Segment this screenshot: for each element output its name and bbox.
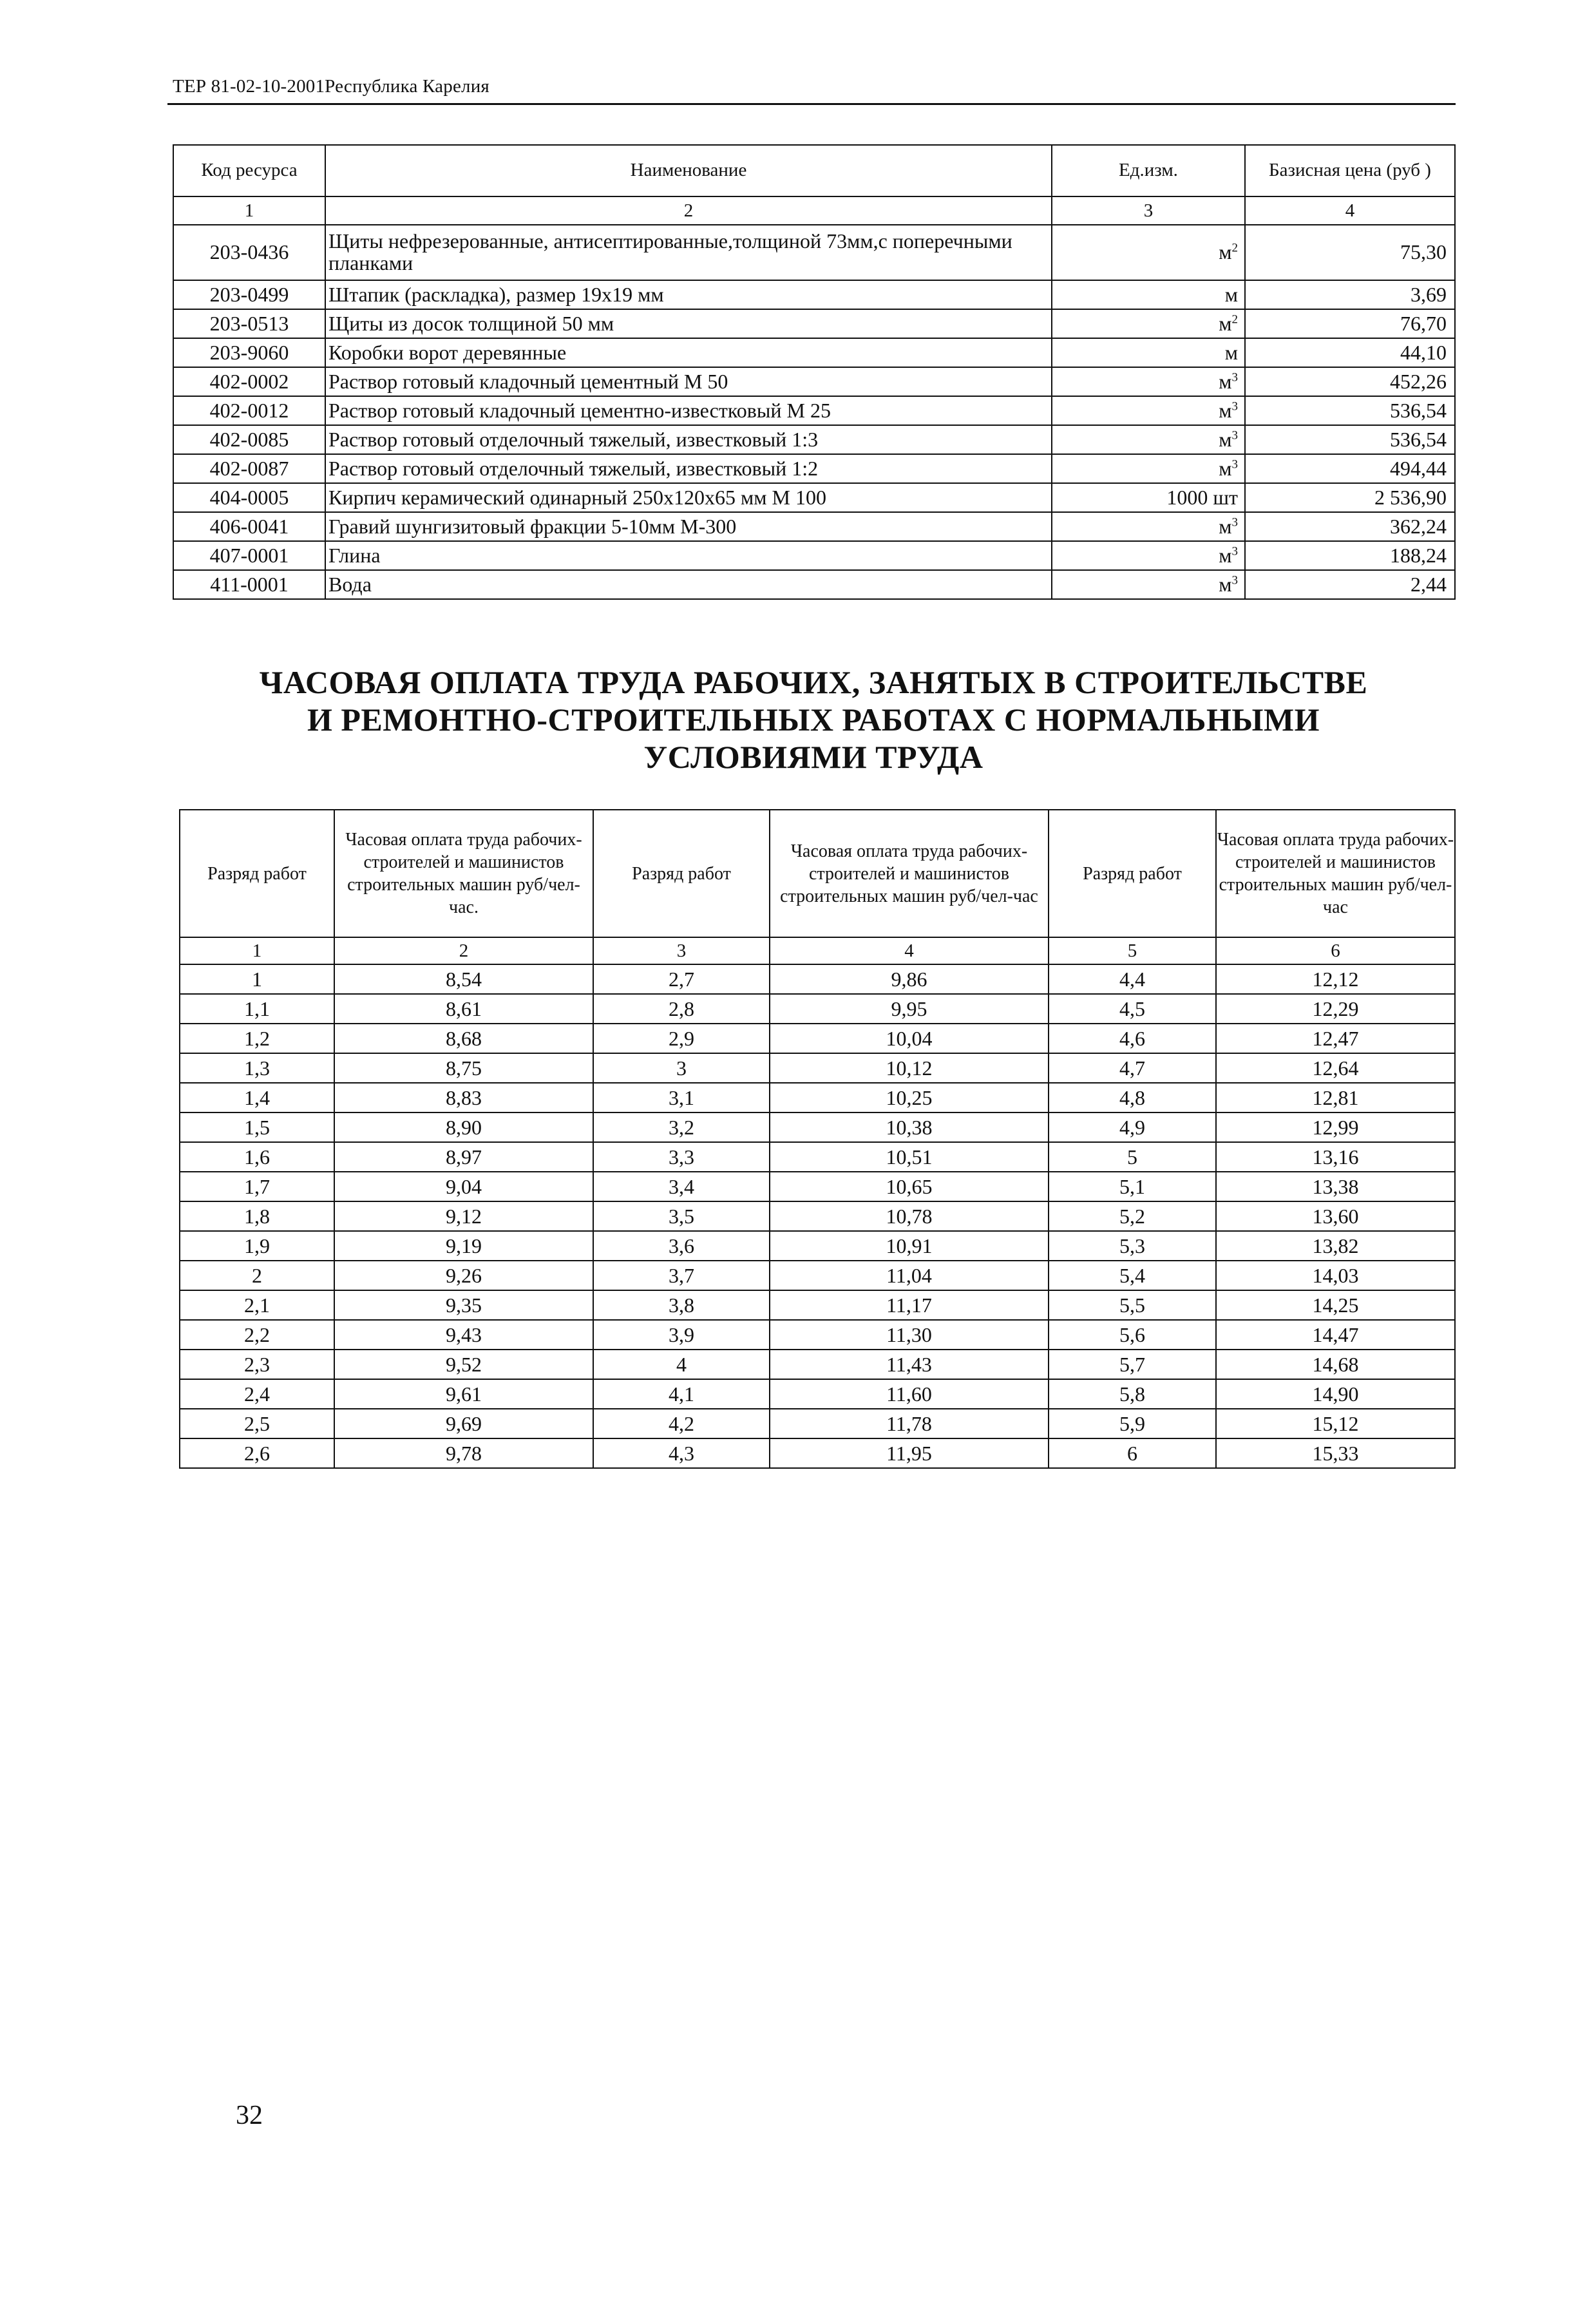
resource-name: Раствор готовый отделочный тяжелый, известковый 1:2 — [325, 454, 1052, 483]
resource-price: 3,69 — [1245, 280, 1455, 309]
column-header-pay: Часовая оплата труда рабочих-строителей и машинистов строительных машин руб/чел-час — [770, 810, 1049, 937]
resource-name: Коробки ворот деревянные — [325, 338, 1052, 367]
resource-name: Глина — [325, 541, 1052, 570]
wage-cell: 13,82 — [1216, 1231, 1455, 1261]
table-row — [180, 1320, 1455, 1350]
grade-cell: 4,3 — [593, 1438, 770, 1468]
grade-cell: 2,5 — [180, 1409, 334, 1438]
grade-cell: 2,6 — [180, 1438, 334, 1468]
column-number: 2 — [334, 937, 593, 964]
section-title-line: УСЛОВИЯМИ ТРУДА — [643, 739, 983, 775]
resource-price: 2 536,90 — [1245, 483, 1455, 512]
grade-cell: 1,4 — [180, 1083, 334, 1112]
column-number-row — [173, 196, 1455, 225]
table-row — [180, 1201, 1455, 1231]
wage-cell: 9,19 — [334, 1231, 593, 1261]
grade-cell: 3,1 — [593, 1083, 770, 1112]
resource-code: 402-0012 — [173, 396, 325, 425]
resource-unit — [1052, 309, 1245, 338]
unit-base: м — [1219, 311, 1232, 335]
wage-cell: 13,38 — [1216, 1172, 1455, 1201]
grade-cell: 1,8 — [180, 1201, 334, 1231]
resource-price: 362,24 — [1245, 512, 1455, 541]
resource-name: Раствор готовый кладочный цементно-известковый М 25 — [325, 396, 1052, 425]
table-row — [173, 570, 1455, 599]
wages-header-row — [180, 810, 1455, 937]
resource-unit — [1052, 570, 1245, 599]
wage-cell: 8,90 — [334, 1112, 593, 1142]
unit-base: м — [1219, 427, 1232, 451]
table-row — [173, 225, 1455, 280]
wage-cell: 10,38 — [770, 1112, 1049, 1142]
unit-exponent: 3 — [1231, 370, 1238, 385]
wage-cell: 10,12 — [770, 1053, 1049, 1083]
resource-name: Раствор готовый отделочный тяжелый, известковый 1:3 — [325, 425, 1052, 454]
wage-cell: 9,69 — [334, 1409, 593, 1438]
resource-price: 452,26 — [1245, 367, 1455, 396]
grade-cell: 1,7 — [180, 1172, 334, 1201]
column-number: 2 — [325, 196, 1052, 225]
column-header-code: Код ресурса — [173, 145, 325, 196]
page-number: 32 — [236, 2101, 263, 2130]
column-number: 4 — [1245, 196, 1455, 225]
table-row — [180, 1142, 1455, 1172]
table-row — [173, 512, 1455, 541]
table-row — [173, 338, 1455, 367]
wage-cell: 14,47 — [1216, 1320, 1455, 1350]
unit-base: м — [1219, 572, 1232, 596]
grade-cell: 4,1 — [593, 1379, 770, 1409]
grade-cell: 3,4 — [593, 1172, 770, 1201]
unit-base: м — [1219, 369, 1232, 393]
section-title — [173, 664, 1454, 776]
resource-price: 44,10 — [1245, 338, 1455, 367]
unit-base: м — [1224, 282, 1238, 306]
grade-cell: 2,7 — [593, 964, 770, 994]
table-row — [180, 1053, 1455, 1083]
grade-cell: 5,7 — [1049, 1350, 1216, 1379]
wage-cell: 10,65 — [770, 1172, 1049, 1201]
resource-unit — [1052, 512, 1245, 541]
grade-cell: 4,2 — [593, 1409, 770, 1438]
resource-unit — [1052, 225, 1245, 280]
grade-cell: 4,5 — [1049, 994, 1216, 1024]
resource-name: Штапик (раскладка), размер 19х19 мм — [325, 280, 1052, 309]
grade-cell: 1 — [180, 964, 334, 994]
grade-cell: 4 — [593, 1350, 770, 1379]
table-row — [180, 1231, 1455, 1261]
resource-unit — [1052, 483, 1245, 512]
resource-price: 75,30 — [1245, 225, 1455, 280]
resources-table — [173, 144, 1456, 600]
wage-cell: 11,95 — [770, 1438, 1049, 1468]
unit-base: м — [1219, 398, 1232, 422]
resource-name: Раствор готовый кладочный цементный М 50 — [325, 367, 1052, 396]
wage-cell: 12,99 — [1216, 1112, 1455, 1142]
table-row — [180, 964, 1455, 994]
resource-unit — [1052, 338, 1245, 367]
table-row — [180, 1112, 1455, 1142]
wage-cell: 9,04 — [334, 1172, 593, 1201]
wage-cell: 9,86 — [770, 964, 1049, 994]
wage-cell: 10,51 — [770, 1142, 1049, 1172]
column-number: 4 — [770, 937, 1049, 964]
resource-name: Щиты нефрезерованные, антисептированные,толщиной 73мм,с поперечными планками — [325, 225, 1052, 280]
column-number: 3 — [593, 937, 770, 964]
grade-cell: 5,5 — [1049, 1290, 1216, 1320]
grade-cell: 3,6 — [593, 1231, 770, 1261]
grade-cell: 5,8 — [1049, 1379, 1216, 1409]
wage-cell: 9,26 — [334, 1261, 593, 1290]
grade-cell: 1,6 — [180, 1142, 334, 1172]
grade-cell: 5,4 — [1049, 1261, 1216, 1290]
wage-cell: 11,60 — [770, 1379, 1049, 1409]
page-header: ТЕР 81-02-10-2001Республика Карелия — [173, 76, 489, 97]
grade-cell: 1,1 — [180, 994, 334, 1024]
resource-code: 404-0005 — [173, 483, 325, 512]
unit-exponent: 3 — [1231, 544, 1238, 559]
wage-cell: 12,47 — [1216, 1024, 1455, 1053]
wage-cell: 8,97 — [334, 1142, 593, 1172]
unit-exponent: 2 — [1231, 312, 1238, 327]
wage-cell: 14,03 — [1216, 1261, 1455, 1290]
unit-exponent: 3 — [1231, 515, 1238, 530]
wage-cell: 12,12 — [1216, 964, 1455, 994]
unit-base: м — [1219, 514, 1232, 538]
grade-cell: 6 — [1049, 1438, 1216, 1468]
wage-cell: 9,12 — [334, 1201, 593, 1231]
column-header-grade: Разряд работ — [180, 810, 334, 937]
wage-cell: 11,04 — [770, 1261, 1049, 1290]
wage-cell: 8,54 — [334, 964, 593, 994]
wage-cell: 13,16 — [1216, 1142, 1455, 1172]
table-row — [180, 1438, 1455, 1468]
grade-cell: 3,2 — [593, 1112, 770, 1142]
wage-cell: 9,52 — [334, 1350, 593, 1379]
resource-code: 402-0085 — [173, 425, 325, 454]
resource-name: Гравий шунгизитовый фракции 5-10мм М-300 — [325, 512, 1052, 541]
grade-cell: 4,8 — [1049, 1083, 1216, 1112]
table-row — [173, 396, 1455, 425]
table-row — [173, 367, 1455, 396]
grade-cell: 5,9 — [1049, 1409, 1216, 1438]
resource-price: 494,44 — [1245, 454, 1455, 483]
wage-cell: 9,43 — [334, 1320, 593, 1350]
resource-price: 2,44 — [1245, 570, 1455, 599]
column-number: 1 — [173, 196, 325, 225]
table-row — [180, 1350, 1455, 1379]
grade-cell: 5,1 — [1049, 1172, 1216, 1201]
grade-cell: 5,2 — [1049, 1201, 1216, 1231]
table-row — [173, 541, 1455, 570]
table-row — [180, 1409, 1455, 1438]
column-header-unit: Ед.изм. — [1052, 145, 1245, 196]
grade-cell: 3,7 — [593, 1261, 770, 1290]
wage-cell: 9,78 — [334, 1438, 593, 1468]
table-row — [180, 1024, 1455, 1053]
column-header-price: Базисная цена (руб ) — [1245, 145, 1455, 196]
resource-code: 203-0436 — [173, 225, 325, 280]
resource-price: 188,24 — [1245, 541, 1455, 570]
grade-cell: 2,1 — [180, 1290, 334, 1320]
resource-name: Щиты из досок толщиной 50 мм — [325, 309, 1052, 338]
wage-cell: 14,25 — [1216, 1290, 1455, 1320]
wage-cell: 14,90 — [1216, 1379, 1455, 1409]
wage-cell: 14,68 — [1216, 1350, 1455, 1379]
resource-unit — [1052, 367, 1245, 396]
resource-price: 536,54 — [1245, 396, 1455, 425]
unit-exponent: 3 — [1231, 428, 1238, 443]
resource-code: 411-0001 — [173, 570, 325, 599]
grade-cell: 3,9 — [593, 1320, 770, 1350]
resource-code: 402-0087 — [173, 454, 325, 483]
table-row — [173, 309, 1455, 338]
resource-price: 76,70 — [1245, 309, 1455, 338]
table-row — [173, 425, 1455, 454]
wage-cell: 15,33 — [1216, 1438, 1455, 1468]
wages-table — [179, 809, 1456, 1469]
header-rule — [167, 103, 1456, 105]
grade-cell: 3,3 — [593, 1142, 770, 1172]
grade-cell: 4,4 — [1049, 964, 1216, 994]
resource-unit — [1052, 454, 1245, 483]
wage-cell: 8,61 — [334, 994, 593, 1024]
wage-cell: 11,30 — [770, 1320, 1049, 1350]
wage-cell: 10,78 — [770, 1201, 1049, 1231]
resource-code: 203-0499 — [173, 280, 325, 309]
resource-code: 406-0041 — [173, 512, 325, 541]
column-header-pay: Часовая оплата труда рабочих-строителей и машинистов строительных машин руб/чел-час. — [334, 810, 593, 937]
wage-cell: 8,68 — [334, 1024, 593, 1053]
table-row — [173, 483, 1455, 512]
grade-cell: 4,6 — [1049, 1024, 1216, 1053]
column-number: 1 — [180, 937, 334, 964]
wage-cell: 9,95 — [770, 994, 1049, 1024]
wage-cell: 8,75 — [334, 1053, 593, 1083]
resource-unit — [1052, 280, 1245, 309]
grade-cell: 3 — [593, 1053, 770, 1083]
table-row — [180, 994, 1455, 1024]
column-number: 6 — [1216, 937, 1455, 964]
grade-cell: 4,9 — [1049, 1112, 1216, 1142]
column-header-name: Наименование — [325, 145, 1052, 196]
grade-cell: 2,8 — [593, 994, 770, 1024]
grade-cell: 2,3 — [180, 1350, 334, 1379]
table-row — [180, 1290, 1455, 1320]
wage-cell: 9,61 — [334, 1379, 593, 1409]
wage-cell: 11,17 — [770, 1290, 1049, 1320]
grade-cell: 3,5 — [593, 1201, 770, 1231]
table-row — [173, 454, 1455, 483]
grade-cell: 2,2 — [180, 1320, 334, 1350]
column-number-row — [180, 937, 1455, 964]
column-number: 5 — [1049, 937, 1216, 964]
column-header-grade: Разряд работ — [593, 810, 770, 937]
resource-name: Кирпич керамический одинарный 250x120x65 мм М 100 — [325, 483, 1052, 512]
grade-cell: 5,6 — [1049, 1320, 1216, 1350]
resource-price: 536,54 — [1245, 425, 1455, 454]
wage-cell: 11,43 — [770, 1350, 1049, 1379]
wage-cell: 13,60 — [1216, 1201, 1455, 1231]
grade-cell: 1,9 — [180, 1231, 334, 1261]
unit-base: м — [1224, 340, 1238, 364]
wage-cell: 12,29 — [1216, 994, 1455, 1024]
wage-cell: 10,04 — [770, 1024, 1049, 1053]
unit-exponent: 3 — [1231, 573, 1238, 587]
resources-header-row — [173, 145, 1455, 196]
unit-base: м — [1219, 456, 1232, 480]
grade-cell: 5 — [1049, 1142, 1216, 1172]
column-header-grade: Разряд работ — [1049, 810, 1216, 937]
grade-cell: 2,4 — [180, 1379, 334, 1409]
wage-cell: 12,64 — [1216, 1053, 1455, 1083]
table-row — [173, 280, 1455, 309]
unit-base: м — [1219, 543, 1232, 567]
grade-cell: 2,9 — [593, 1024, 770, 1053]
wage-cell: 10,91 — [770, 1231, 1049, 1261]
grade-cell: 4,7 — [1049, 1053, 1216, 1083]
unit-exponent: 2 — [1231, 241, 1238, 255]
wage-cell: 15,12 — [1216, 1409, 1455, 1438]
grade-cell: 1,2 — [180, 1024, 334, 1053]
grade-cell: 3,8 — [593, 1290, 770, 1320]
resource-unit — [1052, 425, 1245, 454]
section-title-line: И РЕМОНТНО-СТРОИТЕЛЬНЫХ РАБОТАХ С НОРМАЛЬНЫМИ — [307, 702, 1320, 738]
wage-cell: 8,83 — [334, 1083, 593, 1112]
resource-name: Вода — [325, 570, 1052, 599]
table-row — [180, 1083, 1455, 1112]
resource-code: 203-0513 — [173, 309, 325, 338]
table-row — [180, 1172, 1455, 1201]
unit-exponent: 3 — [1231, 399, 1238, 414]
column-header-pay: Часовая оплата труда рабочих-строителей и машинистов строительных машин руб/чел-час — [1216, 810, 1455, 937]
wage-cell: 12,81 — [1216, 1083, 1455, 1112]
resource-unit — [1052, 541, 1245, 570]
resource-code: 203-9060 — [173, 338, 325, 367]
resource-unit — [1052, 396, 1245, 425]
wage-cell: 11,78 — [770, 1409, 1049, 1438]
table-row — [180, 1379, 1455, 1409]
resource-code: 407-0001 — [173, 541, 325, 570]
unit-base: 1000 шт — [1166, 485, 1238, 509]
wage-cell: 10,25 — [770, 1083, 1049, 1112]
wage-cell: 9,35 — [334, 1290, 593, 1320]
grade-cell: 1,5 — [180, 1112, 334, 1142]
unit-base: м — [1219, 240, 1232, 264]
resource-code: 402-0002 — [173, 367, 325, 396]
section-title-line: ЧАСОВАЯ ОПЛАТА ТРУДА РАБОЧИХ, ЗАНЯТЫХ В СТРОИТЕЛЬСТВЕ — [259, 664, 1368, 700]
unit-exponent: 3 — [1231, 457, 1238, 472]
grade-cell: 2 — [180, 1261, 334, 1290]
grade-cell: 1,3 — [180, 1053, 334, 1083]
column-number: 3 — [1052, 196, 1245, 225]
grade-cell: 5,3 — [1049, 1231, 1216, 1261]
table-row — [180, 1261, 1455, 1290]
